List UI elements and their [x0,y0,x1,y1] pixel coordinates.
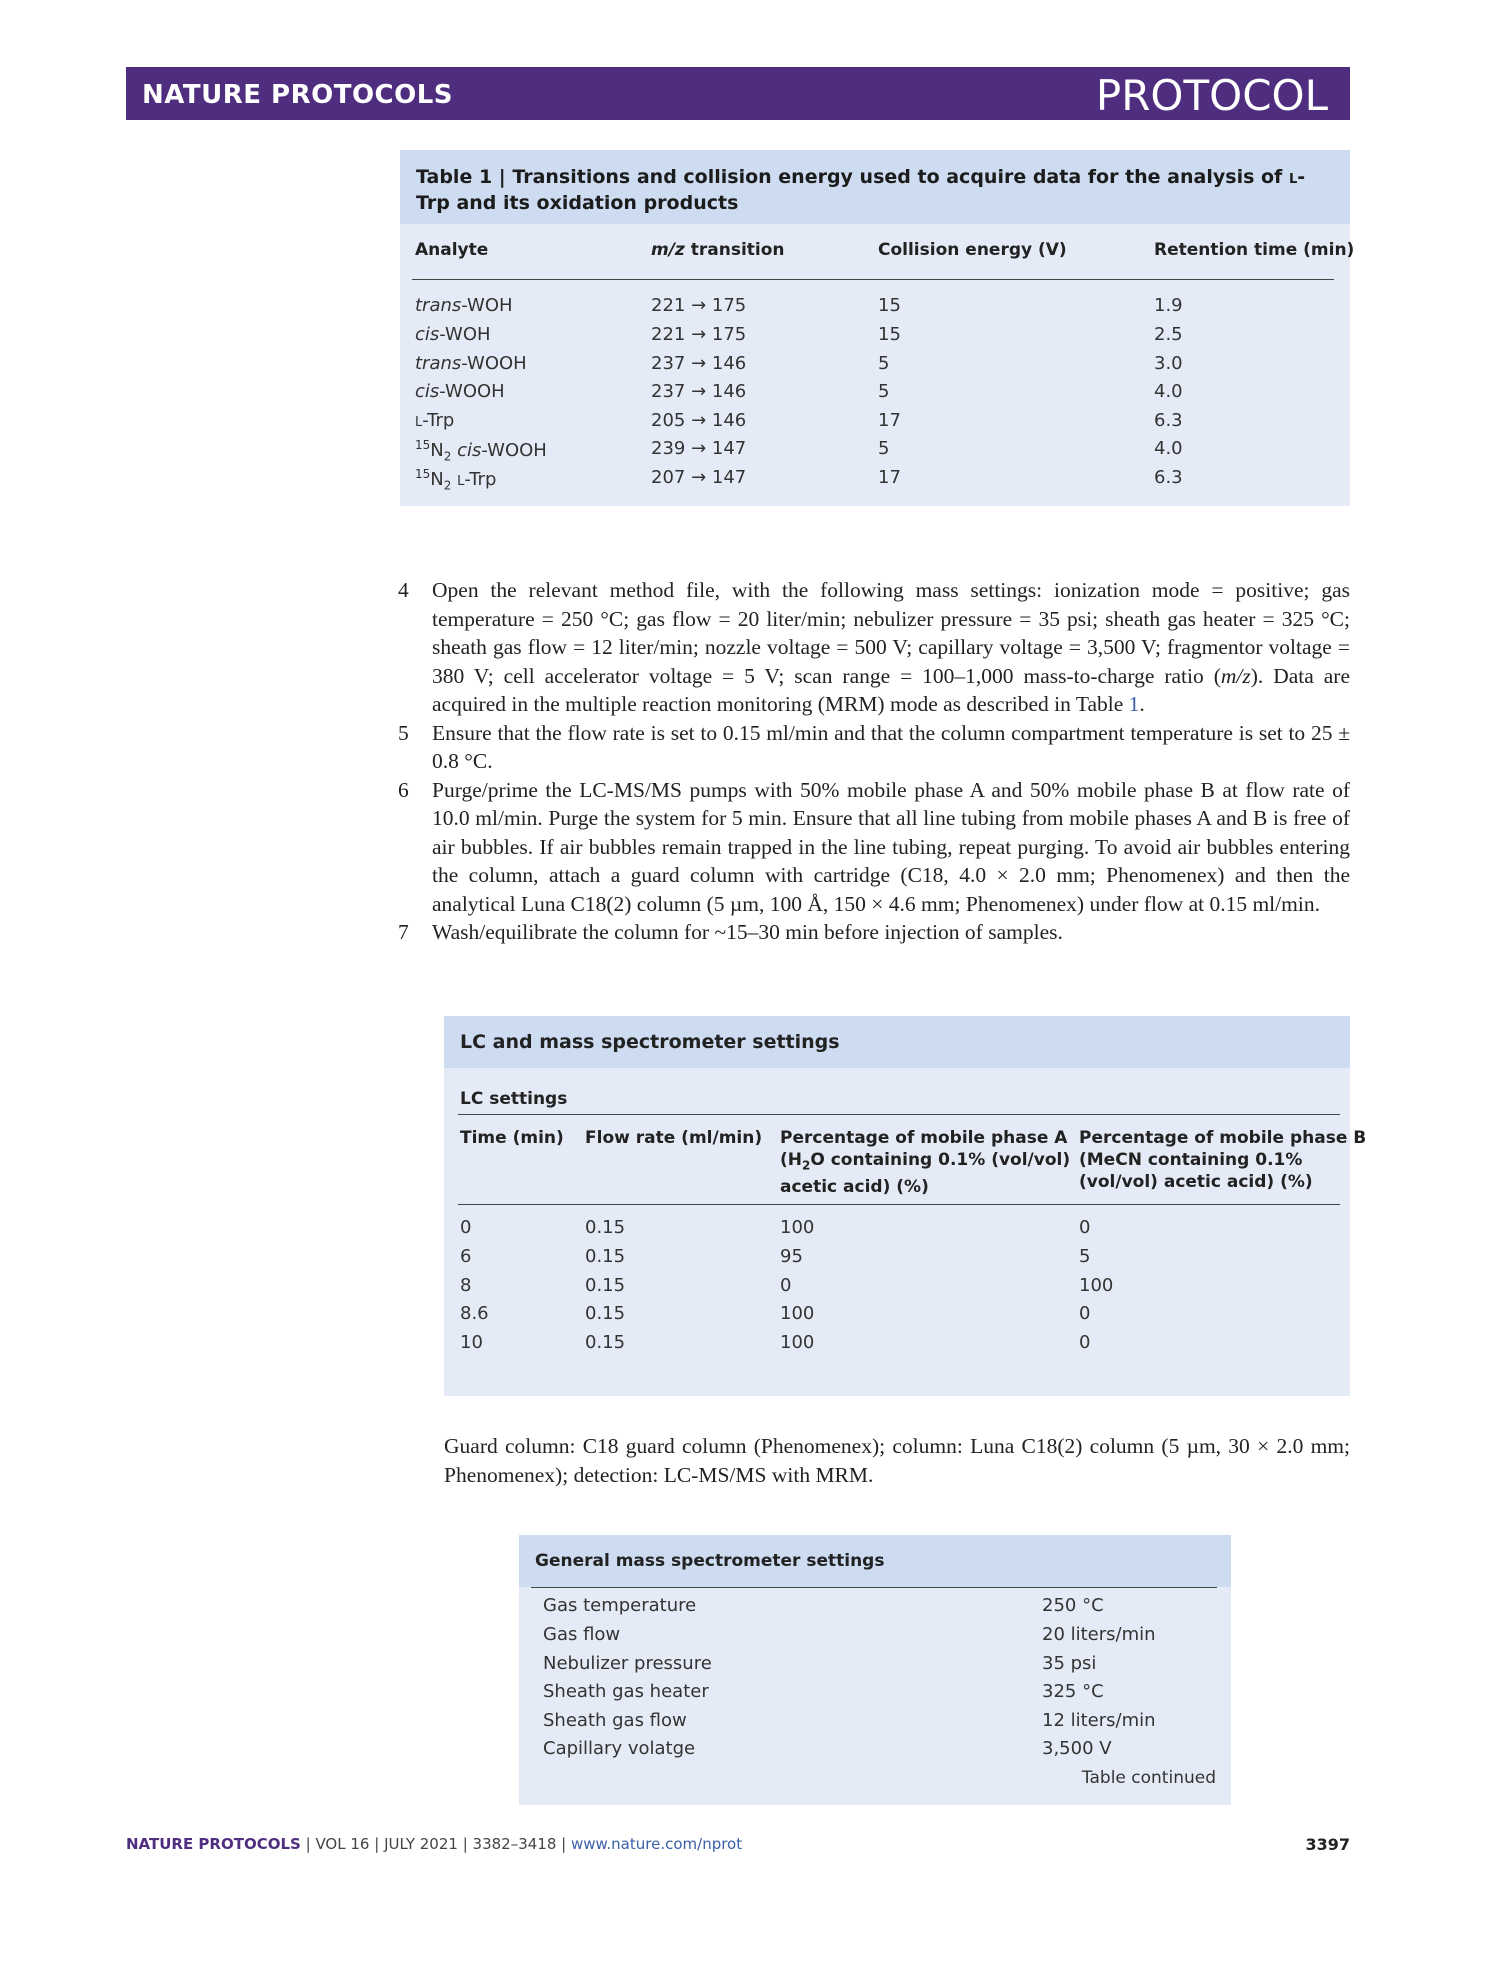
setting-value: 250 °C [1042,1595,1104,1616]
general-ms-rule [531,1587,1217,1588]
setting-name: Gas flow [543,1624,621,1645]
analyte-cell: cis-WOH [415,324,491,345]
phase-b-cell: 0 [1079,1332,1091,1353]
col-header-phase-a: Percentage of mobile phase A ($H_2O$ containing 0.1% (vol/vol) acetic acid) (%) [780,1128,1071,1198]
col-header-phase-b: Percentage of mobile phase B (MeCN containing 0.1% (vol/vol) acetic acid) (%) [1079,1128,1367,1192]
table-row [460,1275,1340,1303]
lc-header-rule [458,1204,1340,1205]
mz-cell: 221 → 175 [651,324,747,345]
table-continued-note: Table continued [1081,1768,1216,1788]
table-row [415,295,1335,323]
step-4: 4 Open the relevant method file, with the following mass settings: ionization mode = positive; gas temperature = 250 °C; gas flow = 20 liter/min; nebulizer pressure = 35 psi; sheath gas heater = 325 °C; sheath gas flow = 12 liter/min; nozzle voltage = 500 V; capillary voltage = 3,500 V; fragmentor voltage = 380 V; cell accelerator voltage = 5 V; scan range = 100–1,000 mass-to-charge ratio (m/z). Data are acquired in the multiple reaction monitoring (MRM) mode as described in Table 1. [398,578,1350,716]
step-5 [398,719,1350,776]
mz-cell: 237 → 146 [651,353,747,374]
step-number: 4 [398,578,409,602]
analyte-cell: $^{15}N_2$ l-Trp [415,467,497,493]
col-header-mz: m/z transition [651,240,785,260]
analyte-cell: $^{15}N_2$ cis-WOOH [415,438,547,464]
phase-a-cell: 0 [780,1275,792,1296]
time-cell: 10 [460,1332,483,1353]
table-1-header-rule [412,279,1334,280]
rt-cell: 2.5 [1154,324,1183,345]
table-row [460,1246,1340,1274]
procedure-steps [398,576,1350,947]
flow-cell: 0.15 [585,1246,626,1267]
table-row [460,1303,1340,1331]
rt-cell: 3.0 [1154,353,1183,374]
setting-value: 20 liters/min [1042,1624,1156,1645]
setting-name: Sheath gas heater [543,1681,709,1702]
phase-a-cell: 100 [780,1332,815,1353]
flow-cell: 0.15 [585,1332,626,1353]
ce-cell: 17 [878,467,901,488]
step-6 [398,776,1350,919]
table-row [460,1217,1340,1245]
phase-a-cell: 100 [780,1303,815,1324]
step-number: 7 [398,920,409,944]
mz-cell: 205 → 146 [651,410,747,431]
column-note: Guard column: C18 guard column (Phenomenex); column: Luna C18(2) column (5 µm, 30 × 2.0 mm; Phenomenex); detection: LC-MS/MS with MRM. [444,1434,1350,1487]
setting-value: 35 psi [1042,1653,1097,1674]
ce-cell: 17 [878,410,901,431]
setting-name: Gas temperature [543,1595,697,1616]
rt-cell: 6.3 [1154,467,1183,488]
ce-cell: 15 [878,295,901,316]
page-footer: NATURE PROTOCOLS | VOL 16 | JULY 2021 | 3382–3418 | www.nature.com/nprot [126,1835,743,1853]
ce-cell: 5 [878,353,890,374]
journal-name: NATURE PROTOCOLS [142,80,454,110]
flow-cell: 0.15 [585,1275,626,1296]
table-row [415,324,1335,352]
phase-b-cell: 0 [1079,1217,1091,1238]
lc-settings-label: LC settings [460,1089,568,1109]
rt-cell: 6.3 [1154,410,1183,431]
setting-name: Sheath gas flow [543,1710,687,1731]
mz-cell: 237 → 146 [651,381,747,402]
table-row [460,1332,1340,1360]
table-row [543,1624,1223,1652]
footer-date: JULY 2021 [384,1835,458,1853]
lc-ms-settings-title-bar [444,1016,1350,1068]
ce-cell: 5 [878,381,890,402]
analyte-cell: l-Trp [415,410,455,431]
footer-volume: VOL 16 [315,1835,370,1853]
table-row [543,1653,1223,1681]
footer-journal: NATURE PROTOCOLS [126,1835,301,1853]
lc-section-rule [458,1114,1340,1115]
phase-a-cell: 95 [780,1246,803,1267]
table-row [415,381,1335,409]
time-cell: 8.6 [460,1303,489,1324]
rt-cell: 4.0 [1154,438,1183,459]
footer-url-link[interactable]: www.nature.com/nprot [570,1835,743,1853]
table-row [415,438,1335,466]
col-header-time: Time (min) [460,1128,564,1148]
table-1-title: Table 1 | Transitions and collision energy used to acquire data for the analysis of l-Trp and its oxidation products [416,166,1306,214]
step-number: 6 [398,777,409,802]
rt-cell: 1.9 [1154,295,1183,316]
step-text: Wash/equilibrate the column for ~15–30 min before injection of samples. [432,920,1063,944]
page-number: 3397 [1305,1835,1350,1854]
phase-b-cell: 0 [1079,1303,1091,1324]
footer-pages: 3382–3418 [472,1835,557,1853]
flow-cell: 0.15 [585,1303,626,1324]
table-row [415,467,1335,495]
table-row [543,1681,1223,1709]
rt-cell: 4.0 [1154,381,1183,402]
time-cell: 6 [460,1246,472,1267]
analyte-cell: trans-WOOH [415,353,527,374]
general-ms-title-bar [519,1535,1231,1587]
analyte-cell: trans-WOH [415,295,513,316]
setting-name: Capillary volatge [543,1738,696,1759]
setting-name: Nebulizer pressure [543,1653,712,1674]
col-header-analyte: Analyte [415,240,489,260]
table-1-title-bar [400,150,1350,224]
general-ms-title: General mass spectrometer settings [535,1551,885,1571]
setting-value: 325 °C [1042,1681,1104,1702]
time-cell: 0 [460,1217,472,1238]
step-text: Purge/prime the LC-MS/MS pumps with 50% mobile phase A and 50% mobile phase B at flow rate of 10.0 ml/min. Purge the system for 5 min. Ensure that all line tubing from mobile phases A and B is free of air bubbles. If air bubbles remain trapped in the line tubing, repeat purging. To avoid air bubbles entering the column, attach a guard column with cartridge (C18, 4.0 × 2.0 mm; Phenomenex) and then the analytical Luna C18(2) column (5 µm, 100 Å, 150 × 4.6 mm; Phenomenex) under flow at 0.15 ml/min. [432,777,1350,916]
step-text: Ensure that the flow rate is set to 0.15 ml/min and that the column compartment temperature is set to 25 ± 0.8 °C. [432,720,1350,773]
col-header-collision-energy: Collision energy (V) [878,240,1067,260]
ce-cell: 15 [878,324,901,345]
col-header-flow-rate: Flow rate (ml/min) [585,1128,763,1148]
phase-b-cell: 5 [1079,1246,1091,1267]
analyte-cell: cis-WOOH [415,381,505,402]
mz-cell: 207 → 147 [651,467,747,488]
table-1-link[interactable]: 1 [1128,692,1140,716]
step-7 [398,918,1350,947]
table-row [543,1710,1223,1738]
table-row [543,1738,1223,1766]
table-row [543,1595,1223,1623]
ce-cell: 5 [878,438,890,459]
journal-header-bar [126,67,1350,120]
lc-ms-settings-title: LC and mass spectrometer settings [460,1031,840,1053]
flow-cell: 0.15 [585,1217,626,1238]
col-header-retention-time: Retention time (min) [1154,240,1355,260]
table-row [415,353,1335,381]
mz-cell: 221 → 175 [651,295,747,316]
time-cell: 8 [460,1275,472,1296]
mz-cell: 239 → 147 [651,438,747,459]
phase-b-cell: 100 [1079,1275,1114,1296]
article-type: PROTOCOL [1095,71,1328,120]
setting-value: 3,500 V [1042,1738,1112,1759]
table-row [415,410,1335,438]
step-number: 5 [398,720,409,745]
setting-value: 12 liters/min [1042,1710,1156,1731]
phase-a-cell: 100 [780,1217,815,1238]
